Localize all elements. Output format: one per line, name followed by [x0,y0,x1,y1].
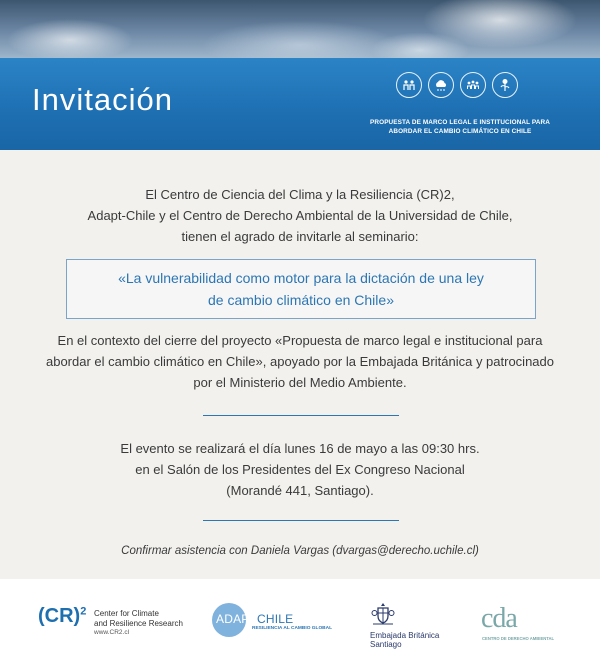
divider-top [203,415,399,416]
intro-line-1: El Centro de Ciencia del Clima y la Resiliencia (CR)2, [145,187,455,202]
context-line-3: por el Ministerio del Medio Ambiente. [193,375,407,390]
embassy-line-2: Santiago [370,640,402,649]
sponsor-logos [0,579,600,661]
event-line-2: en el Salón de los Presidentes del Ex Congreso Nacional [135,462,465,477]
cloud-icon [428,72,454,98]
sky-photo [0,0,600,58]
seminar-title-box [66,259,536,319]
event-line-3: (Morandé 441, Santiago). [226,483,374,498]
cda-logo [481,603,555,641]
project-icons [396,72,518,98]
project-line-2: ABORDAR EL CAMBIO CLIMÁTICO EN CHILE [388,128,532,135]
event-details [0,438,600,501]
rsvp-text: Confirmar asistencia con Daniela Vargas (dvargas@derecho.uchile.cl) [121,545,479,557]
embassy-line-1: Embajada Británica [370,631,440,640]
adapt-chile-logo [212,603,333,637]
people-icon [396,72,422,98]
divider-bottom [203,520,399,521]
project-name [360,118,560,136]
project-line-1: PROPUESTA DE MARCO LEGAL E INSTITUCIONAL PARA [370,119,550,126]
seminar-title-line-1: «La vulnerabilidad como motor para la dictación de una ley [118,270,484,286]
intro-line-2: Adapt-Chile y el Centro de Derecho Ambiental de la Universidad de Chile, [87,208,513,223]
seminar-title-line-2: de cambio climático en Chile» [208,292,394,308]
header-banner [0,58,600,150]
cda-wordmark: cda [481,603,517,634]
cr2-url: www.CR2.cl [94,629,130,636]
context-line-1: En el contexto del cierre del proyecto «Propuesta de marco legal e institucional para [57,333,543,348]
cr2-line-2: and Resilience Research [94,618,183,628]
adapt-wordmark: ADAPTCHILE [216,612,294,626]
royal-crest-icon [370,601,396,627]
event-line-1: El evento se realizará el día lunes 16 de mayo a las 09:30 hrs. [120,441,480,456]
intro-paragraph [0,184,600,247]
context-line-2: abordar el cambio climático en Chile», apoyado por la Embajada Británica y patrocinado [45,354,554,369]
plant-icon [492,72,518,98]
adapt-tagline: RESILIENCIA AL CAMBIO GLOBAL [252,626,333,631]
cr2-line-1: Center for Climate [94,609,159,618]
page-title: Invitación [32,82,173,117]
embassy-caption [370,631,439,649]
context-paragraph [0,330,600,393]
group-icon [460,72,486,98]
cr2-mark: (CR)$^2$ [38,605,87,627]
cr2-caption [94,609,183,638]
intro-line-3: tienen el agrado de invitarle al seminario: [181,229,419,244]
cda-tagline: CENTRO DE DERECHO AMBIENTAL [482,636,555,641]
